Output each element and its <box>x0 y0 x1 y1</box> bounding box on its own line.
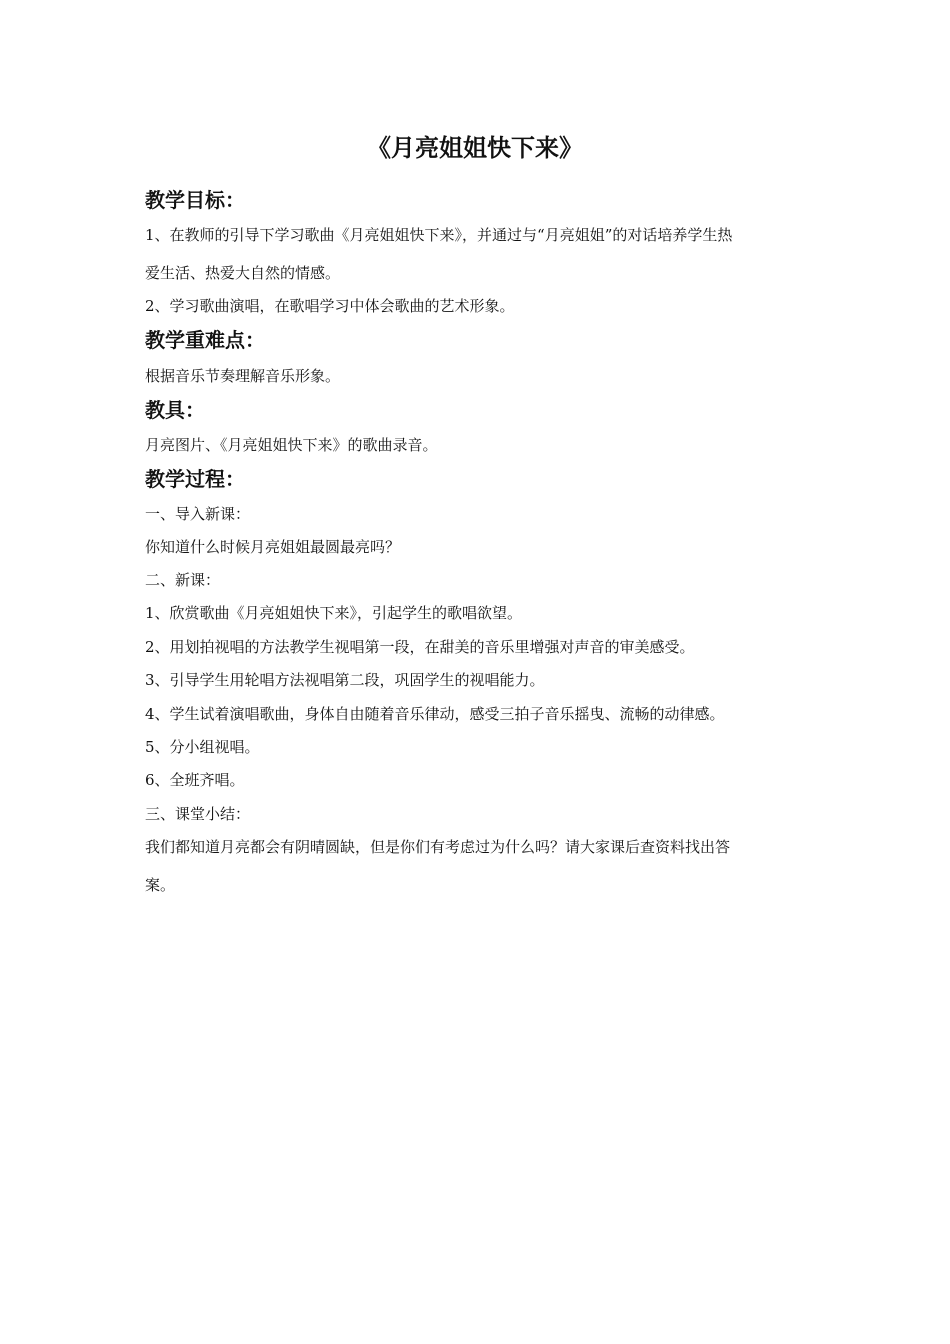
document-title: 《月亮姐姐快下来》 <box>367 134 583 162</box>
process-line: 6、全班齐唱。 <box>145 771 245 789</box>
objectives-line: 1、在教师的引导下学习歌曲《月亮姐姐快下来》，并通过与“月亮姐姐”的对话培养学生热 <box>145 226 733 244</box>
process-line: 我们都知道月亮都会有阴晴圆缺，但是你们有考虑过为什么吗？请大家课后查资料找出答 <box>145 838 731 856</box>
process-line: 3、引导学生用轮唱方法视唱第二段，巩固学生的视唱能力。 <box>145 671 545 689</box>
materials-heading: 教具： <box>145 398 205 422</box>
objectives-line: 爱生活、热爱大自然的情感。 <box>145 264 341 282</box>
process-line: 三、课堂小结： <box>145 805 251 823</box>
process-line: 1、欣赏歌曲《月亮姐姐快下来》，引起学生的歌唱欲望。 <box>145 604 523 622</box>
objectives-heading: 教学目标： <box>145 188 245 212</box>
process-line: 一、导入新课： <box>145 505 251 523</box>
objectives-line: 2、学习歌曲演唱，在歌唱学习中体会歌曲的艺术形象。 <box>145 297 515 315</box>
materials-line: 月亮图片、《月亮姐姐快下来》的歌曲录音。 <box>145 436 438 454</box>
process-line: 案。 <box>145 876 176 894</box>
process-heading: 教学过程： <box>145 467 245 491</box>
process-line: 你知道什么时候月亮姐姐最圆最亮吗？ <box>145 538 401 556</box>
process-line: 2、用划拍视唱的方法教学生视唱第一段，在甜美的音乐里增强对声音的审美感受。 <box>145 638 695 656</box>
process-line: 5、分小组视唱。 <box>145 738 260 756</box>
key-points-heading: 教学重难点： <box>145 328 265 352</box>
key-points-line: 根据音乐节奏理解音乐形象。 <box>145 367 341 385</box>
process-line: 4、学生试着演唱歌曲，身体自由随着音乐律动，感受三拍子音乐摇曳、流畅的动律感。 <box>145 705 725 723</box>
process-line: 二、新课： <box>145 571 221 589</box>
